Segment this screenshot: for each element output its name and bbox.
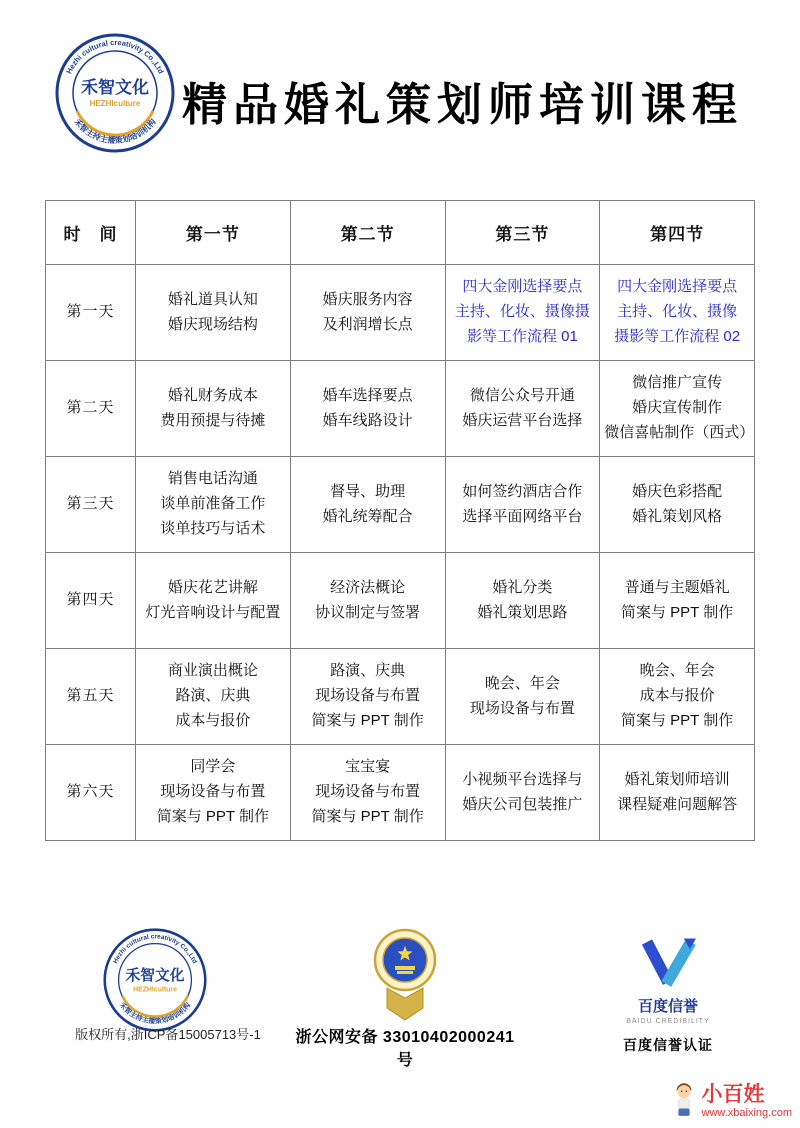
table-header-row: [46, 201, 755, 265]
course-cell: [290, 745, 445, 841]
company-logo-icon: [55, 33, 175, 153]
course-line: 谈单前准备工作: [160, 495, 266, 513]
course-cell: [445, 265, 600, 361]
course-line: 婚庆公司包装推广: [462, 795, 583, 813]
course-cell: [290, 361, 445, 457]
course-cell: [445, 745, 600, 841]
day-label: 第四天: [46, 553, 136, 649]
watermark-site-name: 小百姓: [701, 1083, 765, 1107]
course-cell: [290, 265, 445, 361]
course-line: 经济法概论: [330, 578, 406, 596]
course-cell: [600, 649, 755, 745]
course-line: 四大金刚选择要点: [617, 278, 738, 296]
course-line: 婚礼分类: [492, 578, 553, 596]
course-line: 费用预提与待摊: [160, 411, 266, 429]
course-line: 协议制定与签署: [315, 603, 421, 621]
course-line: 成本与报价: [639, 687, 715, 705]
course-line: 婚庆花艺讲解: [167, 578, 258, 596]
course-cell: [136, 649, 291, 745]
course-line: 婚车选择要点: [322, 386, 413, 404]
course-line: 简案与 PPT 制作: [156, 807, 269, 825]
course-cell: [136, 745, 291, 841]
baidu-v-icon: [640, 938, 696, 988]
course-cell: [445, 649, 600, 745]
course-line: 微信公众号开通: [469, 386, 575, 404]
baidu-cert-text: 百度信誉认证: [623, 1037, 713, 1053]
course-line: 谈单技巧与话术: [160, 519, 266, 537]
course-cell: [600, 457, 755, 553]
course-line: 微信喜帖制作（西式）: [604, 423, 755, 441]
course-line: 路演、庆典: [175, 687, 251, 705]
mascot-icon: [670, 1082, 698, 1120]
course-cell: [445, 361, 600, 457]
svg-text:禾智文化: 禾智文化: [81, 78, 149, 97]
company-logo: [55, 33, 175, 153]
course-line: 销售电话沟通: [167, 470, 258, 488]
course-line: 主持、化妆、摄像摄: [454, 303, 590, 321]
column-header: 第一节: [136, 201, 291, 265]
course-line: 选择平面网络平台: [462, 507, 583, 525]
svg-text:禾智主持主播策划培训机构: 禾智主持主播策划培训机构: [117, 1001, 193, 1026]
course-line: 摄影等工作流程 02: [614, 327, 741, 345]
day-label: 第三天: [46, 457, 136, 553]
course-line: 婚庆服务内容: [322, 290, 413, 308]
table-row: [46, 553, 755, 649]
course-cell: [600, 745, 755, 841]
course-line: 影等工作流程 01: [466, 327, 578, 345]
course-cell: [290, 457, 445, 553]
footer-company-logo: [103, 928, 207, 1032]
police-registration-text: 浙公网安备 33010402000241号: [295, 1029, 515, 1069]
course-cell: [600, 265, 755, 361]
table-row: [46, 457, 755, 553]
course-line: 婚礼策划风格: [632, 507, 723, 525]
table-row: [46, 745, 755, 841]
course-line: 现场设备与布置: [315, 783, 421, 801]
course-line: 主持、化妆、摄像: [617, 303, 738, 321]
table-row: [46, 265, 755, 361]
watermark-site-url: www.xbaixing.com: [701, 1107, 792, 1120]
svg-text:Hezhi cultural creativity Co.,: Hezhi cultural creativity Co.,Ltd: [64, 37, 166, 76]
course-cell: [445, 457, 600, 553]
svg-text:HEZHIculture: HEZHIculture: [133, 986, 177, 994]
course-line: 婚车线路设计: [322, 411, 413, 429]
baidu-subtitle: BAIDU CREDIBILITY: [626, 1018, 710, 1025]
baidu-credibility-block: [608, 938, 728, 1055]
course-line: 婚礼道具认知: [167, 290, 258, 308]
column-header: 第四节: [600, 201, 755, 265]
course-cell: [445, 553, 600, 649]
svg-text:Hezhi cultural creativity Co.,: Hezhi cultural creativity Co.,Ltd: [112, 933, 198, 965]
police-badge-icon: [372, 926, 438, 1022]
day-label: 第五天: [46, 649, 136, 745]
column-header: 第二节: [290, 201, 445, 265]
course-cell: [136, 553, 291, 649]
table-body: [46, 265, 755, 841]
course-line: 同学会: [190, 758, 236, 776]
day-label: 第六天: [46, 745, 136, 841]
course-line: 婚庆运营平台选择: [462, 411, 583, 429]
course-cell: [290, 649, 445, 745]
course-line: 婚礼财务成本: [167, 386, 258, 404]
day-label: 第二天: [46, 361, 136, 457]
course-line: 课程疑难问题解答: [617, 795, 738, 813]
course-cell: [136, 457, 291, 553]
course-line: 简案与 PPT 制作: [621, 711, 734, 729]
column-header: 第三节: [445, 201, 600, 265]
course-line: 婚庆色彩搭配: [632, 482, 723, 500]
svg-text:禾智文化: 禾智文化: [125, 968, 185, 984]
course-table: [45, 200, 755, 841]
copyright-text: 版权所有,浙ICP备15005713号-1: [75, 1027, 261, 1042]
course-line: 普通与主题婚礼: [624, 578, 730, 596]
site-watermark: [670, 1082, 792, 1120]
course-cell: [290, 553, 445, 649]
course-cell: [600, 361, 755, 457]
course-line: 四大金刚选择要点: [462, 278, 583, 296]
day-label: 第一天: [46, 265, 136, 361]
course-line: 商业演出概论: [167, 662, 258, 680]
course-line: 如何签约酒店合作: [462, 482, 583, 500]
course-line: 宝宝宴: [345, 758, 391, 776]
table-row: [46, 649, 755, 745]
svg-text:HEZHIculture: HEZHIculture: [89, 99, 141, 108]
course-line: 小视频平台选择与: [462, 770, 583, 788]
course-line: 微信推广宣传: [632, 374, 723, 392]
course-cell: [600, 553, 755, 649]
course-line: 现场设备与布置: [160, 783, 266, 801]
course-line: 简案与 PPT 制作: [311, 807, 424, 825]
course-line: 灯光音响设计与配置: [145, 603, 281, 621]
course-line: 晚会、年会: [484, 674, 560, 692]
course-line: 现场设备与布置: [469, 699, 575, 717]
table-row: [46, 361, 755, 457]
course-line: 简案与 PPT 制作: [621, 603, 734, 621]
footer-company-logo-icon: [103, 928, 207, 1032]
course-line: 路演、庆典: [330, 662, 406, 680]
svg-text:禾智主持主播策划培训机构: 禾智主持主播策划培训机构: [72, 117, 158, 146]
course-line: 婚庆宣传制作: [632, 399, 723, 417]
course-line: 婚礼策划师培训: [624, 770, 730, 788]
baidu-name: 百度信誉: [637, 998, 698, 1015]
course-line: 现场设备与布置: [315, 687, 421, 705]
course-line: 督导、助理: [330, 482, 406, 500]
course-line: 婚庆现场结构: [167, 315, 258, 333]
course-line: 及利润增长点: [322, 315, 413, 333]
column-header: 时 间: [46, 201, 136, 265]
course-line: 婚礼策划思路: [477, 603, 568, 621]
page-title: 精品婚礼策划师培训课程: [182, 79, 744, 130]
course-line: 婚礼统筹配合: [322, 507, 413, 525]
course-cell: [136, 265, 291, 361]
course-line: 晚会、年会: [639, 662, 715, 680]
course-line: 简案与 PPT 制作: [311, 711, 424, 729]
course-line: 成本与报价: [175, 711, 251, 729]
course-cell: [136, 361, 291, 457]
